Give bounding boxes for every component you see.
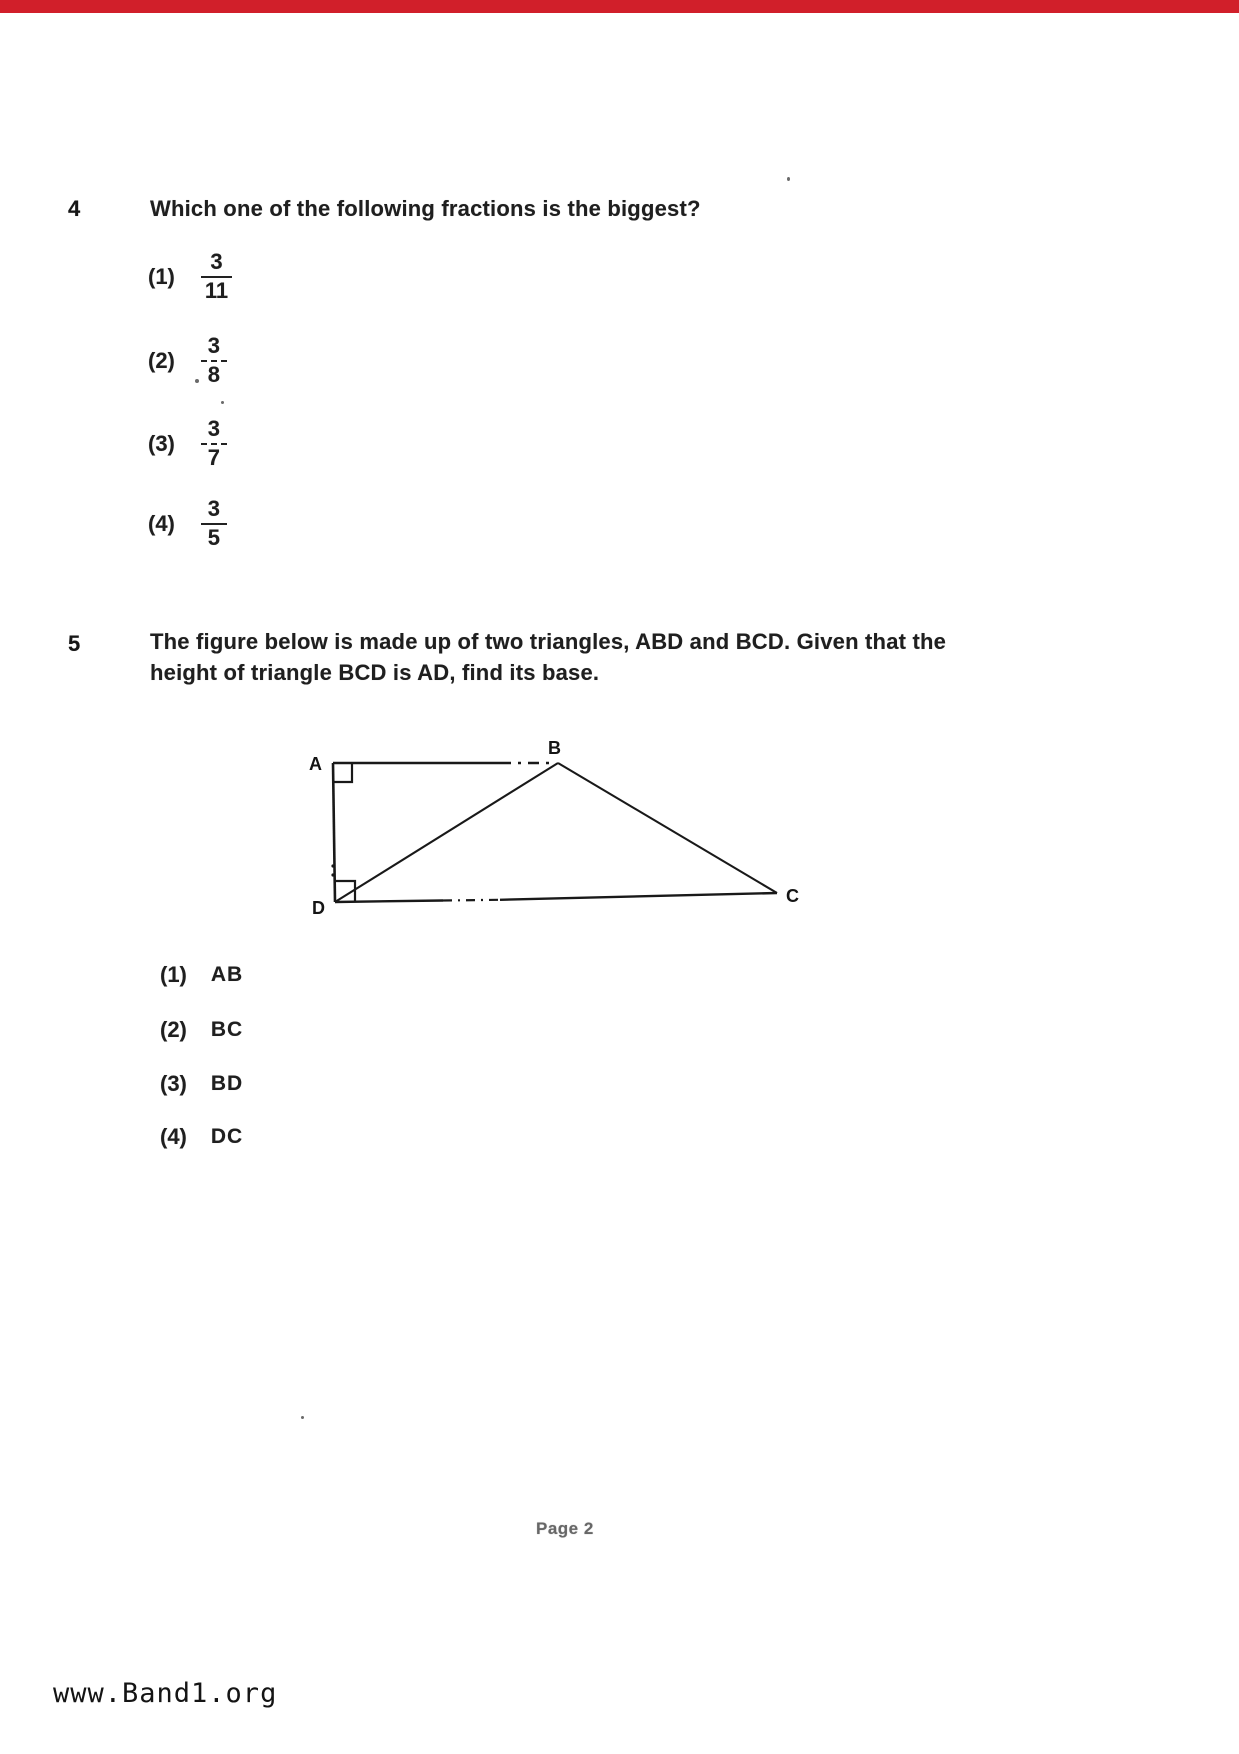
q5-option-1 bbox=[160, 962, 243, 988]
scan-speck bbox=[787, 177, 790, 181]
q5-option-2-value: BC bbox=[210, 1018, 244, 1041]
q4-option-2-fraction bbox=[201, 334, 227, 387]
fraction-numerator: 3 bbox=[207, 416, 221, 441]
fraction-numerator: 3 bbox=[207, 333, 221, 358]
fraction-numerator: 3 bbox=[210, 249, 223, 274]
line-bd bbox=[335, 763, 558, 902]
q5-option-1-value: AB bbox=[210, 963, 244, 986]
q4-option-1 bbox=[148, 250, 232, 303]
line-bc bbox=[558, 763, 777, 893]
q5-option-4 bbox=[160, 1124, 243, 1150]
q5-option-3-label: (3) bbox=[160, 1071, 187, 1096]
vertex-label-c: C bbox=[786, 886, 799, 906]
q4-option-3-label: (3) bbox=[148, 430, 175, 456]
question-5-number: 5 bbox=[68, 631, 81, 656]
fraction-denominator: 11 bbox=[201, 276, 232, 304]
scan-tick bbox=[331, 873, 334, 876]
question-4-number: 4 bbox=[68, 196, 81, 221]
fraction-denominator: 8 bbox=[201, 360, 227, 388]
question-5-text-line1: The figure below is made up of two triangles, ABD and BCD. Given that the bbox=[150, 629, 947, 654]
q4-option-1-label: (1) bbox=[148, 263, 175, 289]
triangle-figure bbox=[295, 728, 815, 928]
q5-option-4-value: DC bbox=[210, 1125, 244, 1148]
vertex-label-b: B bbox=[548, 738, 561, 758]
q4-option-2-label: (2) bbox=[148, 347, 175, 373]
q4-option-3-fraction bbox=[201, 417, 227, 470]
vertex-label-a: A bbox=[309, 754, 322, 774]
line-ad bbox=[333, 763, 335, 902]
question-5-text-line2: height of triangle BCD is AD, find its base. bbox=[150, 660, 600, 685]
q5-option-1-label: (1) bbox=[160, 962, 187, 987]
q4-option-4-fraction bbox=[201, 497, 227, 550]
q5-option-3 bbox=[160, 1071, 243, 1097]
q5-option-2 bbox=[160, 1017, 243, 1043]
right-angle-mark-a bbox=[333, 763, 352, 782]
line-dc-solid-right bbox=[500, 893, 777, 900]
q5-option-4-label: (4) bbox=[160, 1124, 187, 1149]
vertex-label-d: D bbox=[312, 898, 325, 918]
q4-option-3 bbox=[148, 417, 227, 470]
line-dc-solid-left bbox=[335, 901, 443, 903]
q4-option-2 bbox=[148, 334, 227, 387]
line-dc-dashed bbox=[443, 900, 500, 901]
q5-option-3-value: BD bbox=[210, 1072, 244, 1095]
scan-speck bbox=[221, 401, 224, 404]
scan-speck bbox=[195, 379, 199, 383]
fraction-denominator: 7 bbox=[201, 443, 227, 471]
q4-option-4 bbox=[148, 497, 227, 550]
top-red-bar bbox=[0, 0, 1239, 13]
scan-speck bbox=[301, 1416, 304, 1419]
q5-option-2-label: (2) bbox=[160, 1017, 187, 1042]
fraction-numerator: 3 bbox=[207, 496, 221, 521]
scan-tick bbox=[331, 864, 334, 867]
watermark-url: www.Band1.org bbox=[53, 1678, 278, 1709]
question-4-text: Which one of the following fractions is the biggest? bbox=[150, 196, 701, 221]
q4-option-1-fraction bbox=[201, 250, 232, 303]
page-number-footer: Page 2 bbox=[536, 1519, 594, 1538]
q4-option-4-label: (4) bbox=[148, 510, 175, 536]
fraction-denominator: 5 bbox=[201, 523, 227, 551]
triangle-figure-svg bbox=[295, 728, 815, 923]
